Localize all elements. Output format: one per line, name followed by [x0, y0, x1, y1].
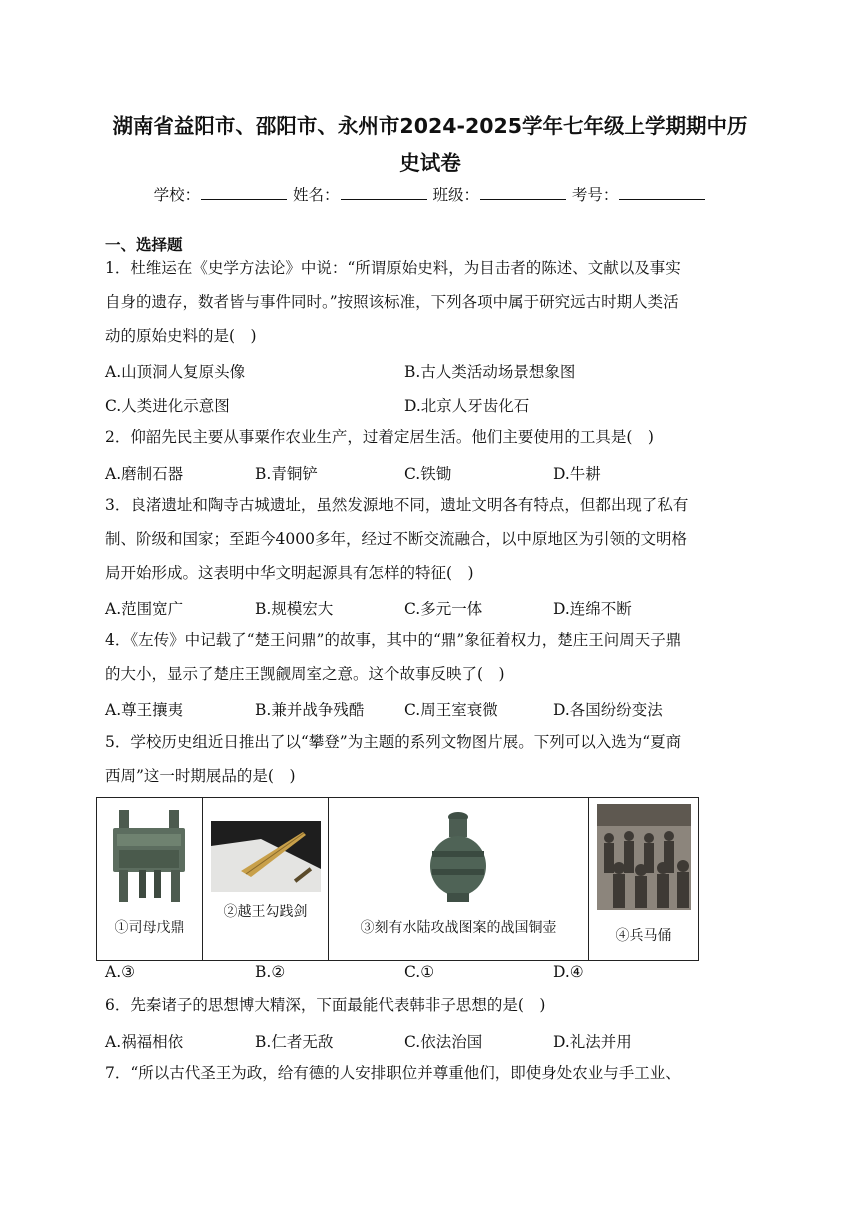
artifact-caption: ②越王勾践剑 — [223, 904, 308, 920]
option-a[interactable]: A.山顶洞人复原头像 — [105, 363, 246, 381]
option-d[interactable]: D.礼法并用 — [553, 1033, 632, 1051]
artifact-cell-2 — [203, 798, 329, 960]
artifact-image-table — [96, 797, 699, 961]
question-3 — [105, 489, 755, 590]
q1-options-row-1 — [105, 360, 755, 390]
option-d[interactable]: D.牛耕 — [553, 465, 601, 483]
question-2 — [105, 421, 755, 455]
artifact-cell-3 — [329, 798, 589, 960]
question-4 — [105, 624, 755, 692]
question-line: 7．“所以古代圣王为政，给有德的人安排职位并尊重他们，即使身处农业与手工业、 — [105, 1064, 681, 1082]
section-heading: 一、选择题 — [105, 236, 183, 254]
number-label: 考号： — [571, 186, 619, 204]
title-line-1: 湖南省益阳市、邵阳市、永州市2024-2025学年七年级上学期期中历 — [112, 114, 748, 138]
option-c[interactable]: C.铁锄 — [404, 465, 452, 483]
artifact-caption: ④兵马俑 — [615, 928, 672, 944]
question-line: 的大小，显示了楚庄王觊觎周室之意。这个故事反映了( ) — [105, 664, 505, 683]
option-a[interactable]: A.磨制石器 — [105, 465, 184, 483]
exam-title — [90, 108, 770, 182]
option-d[interactable]: D.北京人牙齿化石 — [404, 397, 530, 415]
option-d[interactable]: D.各国纷纷变法 — [553, 701, 663, 719]
question-line: 5．学校历史组近日推出了以“攀登”为主题的系列文物图片展。下列可以入选为“夏商 — [105, 733, 682, 751]
class-label: 班级： — [432, 186, 479, 204]
artifact-caption: ③刻有水陆攻战图案的战国铜壶 — [360, 920, 557, 936]
question-line: 2．仰韶先民主要从事粟作农业生产，过着定居生活。他们主要使用的工具是( ) — [105, 428, 654, 446]
question-line: 局开始形成。这表明中华文明起源具有怎样的特征( ) — [105, 563, 474, 582]
question-7 — [105, 1057, 755, 1091]
bronze-ding-image — [105, 808, 193, 906]
artifact-caption: ①司母戊鼎 — [114, 920, 185, 936]
student-info-row — [0, 183, 860, 205]
option-c[interactable]: C.依法治国 — [404, 1033, 483, 1051]
name-blank[interactable] — [341, 185, 427, 200]
option-b[interactable]: B.仁者无敌 — [255, 1033, 334, 1051]
question-line: 4．《左传》中记载了“楚王问鼎”的故事，其中的“鼎”象征着权力，楚庄王问周天子鼎 — [105, 631, 682, 649]
question-1 — [105, 252, 755, 353]
option-d[interactable]: D.④ — [553, 963, 584, 981]
class-blank[interactable] — [480, 185, 566, 200]
option-b[interactable]: B.青铜铲 — [255, 465, 318, 483]
terracotta-warriors-image — [597, 804, 691, 910]
q4-options — [105, 698, 755, 728]
q3-options — [105, 597, 755, 627]
option-c[interactable]: C.多元一体 — [404, 600, 483, 618]
question-6 — [105, 989, 755, 1023]
option-b[interactable]: B.兼并战争残酷 — [255, 701, 365, 719]
option-d[interactable]: D.连绵不断 — [553, 600, 632, 618]
option-b[interactable]: B.规模宏大 — [255, 600, 334, 618]
option-a[interactable]: A.尊王攘夷 — [105, 701, 184, 719]
option-b[interactable]: B.古人类活动场景想象图 — [404, 363, 576, 381]
artifact-cell-1 — [97, 798, 203, 960]
name-label: 姓名： — [293, 186, 340, 204]
school-blank[interactable] — [201, 185, 287, 200]
option-a[interactable]: A.范围宽广 — [105, 600, 184, 618]
option-c[interactable]: C.周王室衰微 — [404, 701, 498, 719]
option-c[interactable]: C.人类进化示意图 — [105, 397, 230, 415]
option-a[interactable]: A.祸福相依 — [105, 1033, 184, 1051]
bronze-pot-image — [427, 811, 489, 903]
question-line: 制、阶级和国家；至距今4000多年，经过不断交流融合，以中原地区为引领的文明格 — [105, 529, 687, 548]
number-blank[interactable] — [619, 185, 705, 200]
option-b[interactable]: B.② — [255, 963, 286, 981]
question-line: 3．良渚遗址和陶寺古城遗址，虽然发源地不同，遗址文明各有特点，但都出现了私有 — [105, 496, 689, 514]
question-line: 6．先秦诸子的思想博大精深，下面最能代表韩非子思想的是( ) — [105, 996, 546, 1014]
option-a[interactable]: A.③ — [105, 963, 136, 981]
bronze-sword-image — [211, 821, 321, 892]
q6-options — [105, 1030, 755, 1060]
artifact-cell-4 — [589, 798, 698, 960]
q2-options — [105, 462, 755, 492]
question-line: 自身的遗存，数者皆与事件同时。”按照该标准，下列各项中属于研究远古时期人类活 — [105, 292, 679, 311]
school-label: 学校： — [153, 186, 201, 204]
question-line: 西周”这一时期展品的是( ) — [105, 766, 296, 785]
question-5 — [105, 726, 755, 794]
question-line: 1．杜维运在《史学方法论》中说：“所谓原始史料，为目击者的陈述、文献以及事实 — [105, 259, 681, 277]
q1-options-row-2 — [105, 394, 755, 424]
title-line-2: 史试卷 — [399, 151, 461, 175]
option-c[interactable]: C.① — [404, 963, 435, 981]
question-line: 动的原始史料的是( ) — [105, 326, 257, 345]
